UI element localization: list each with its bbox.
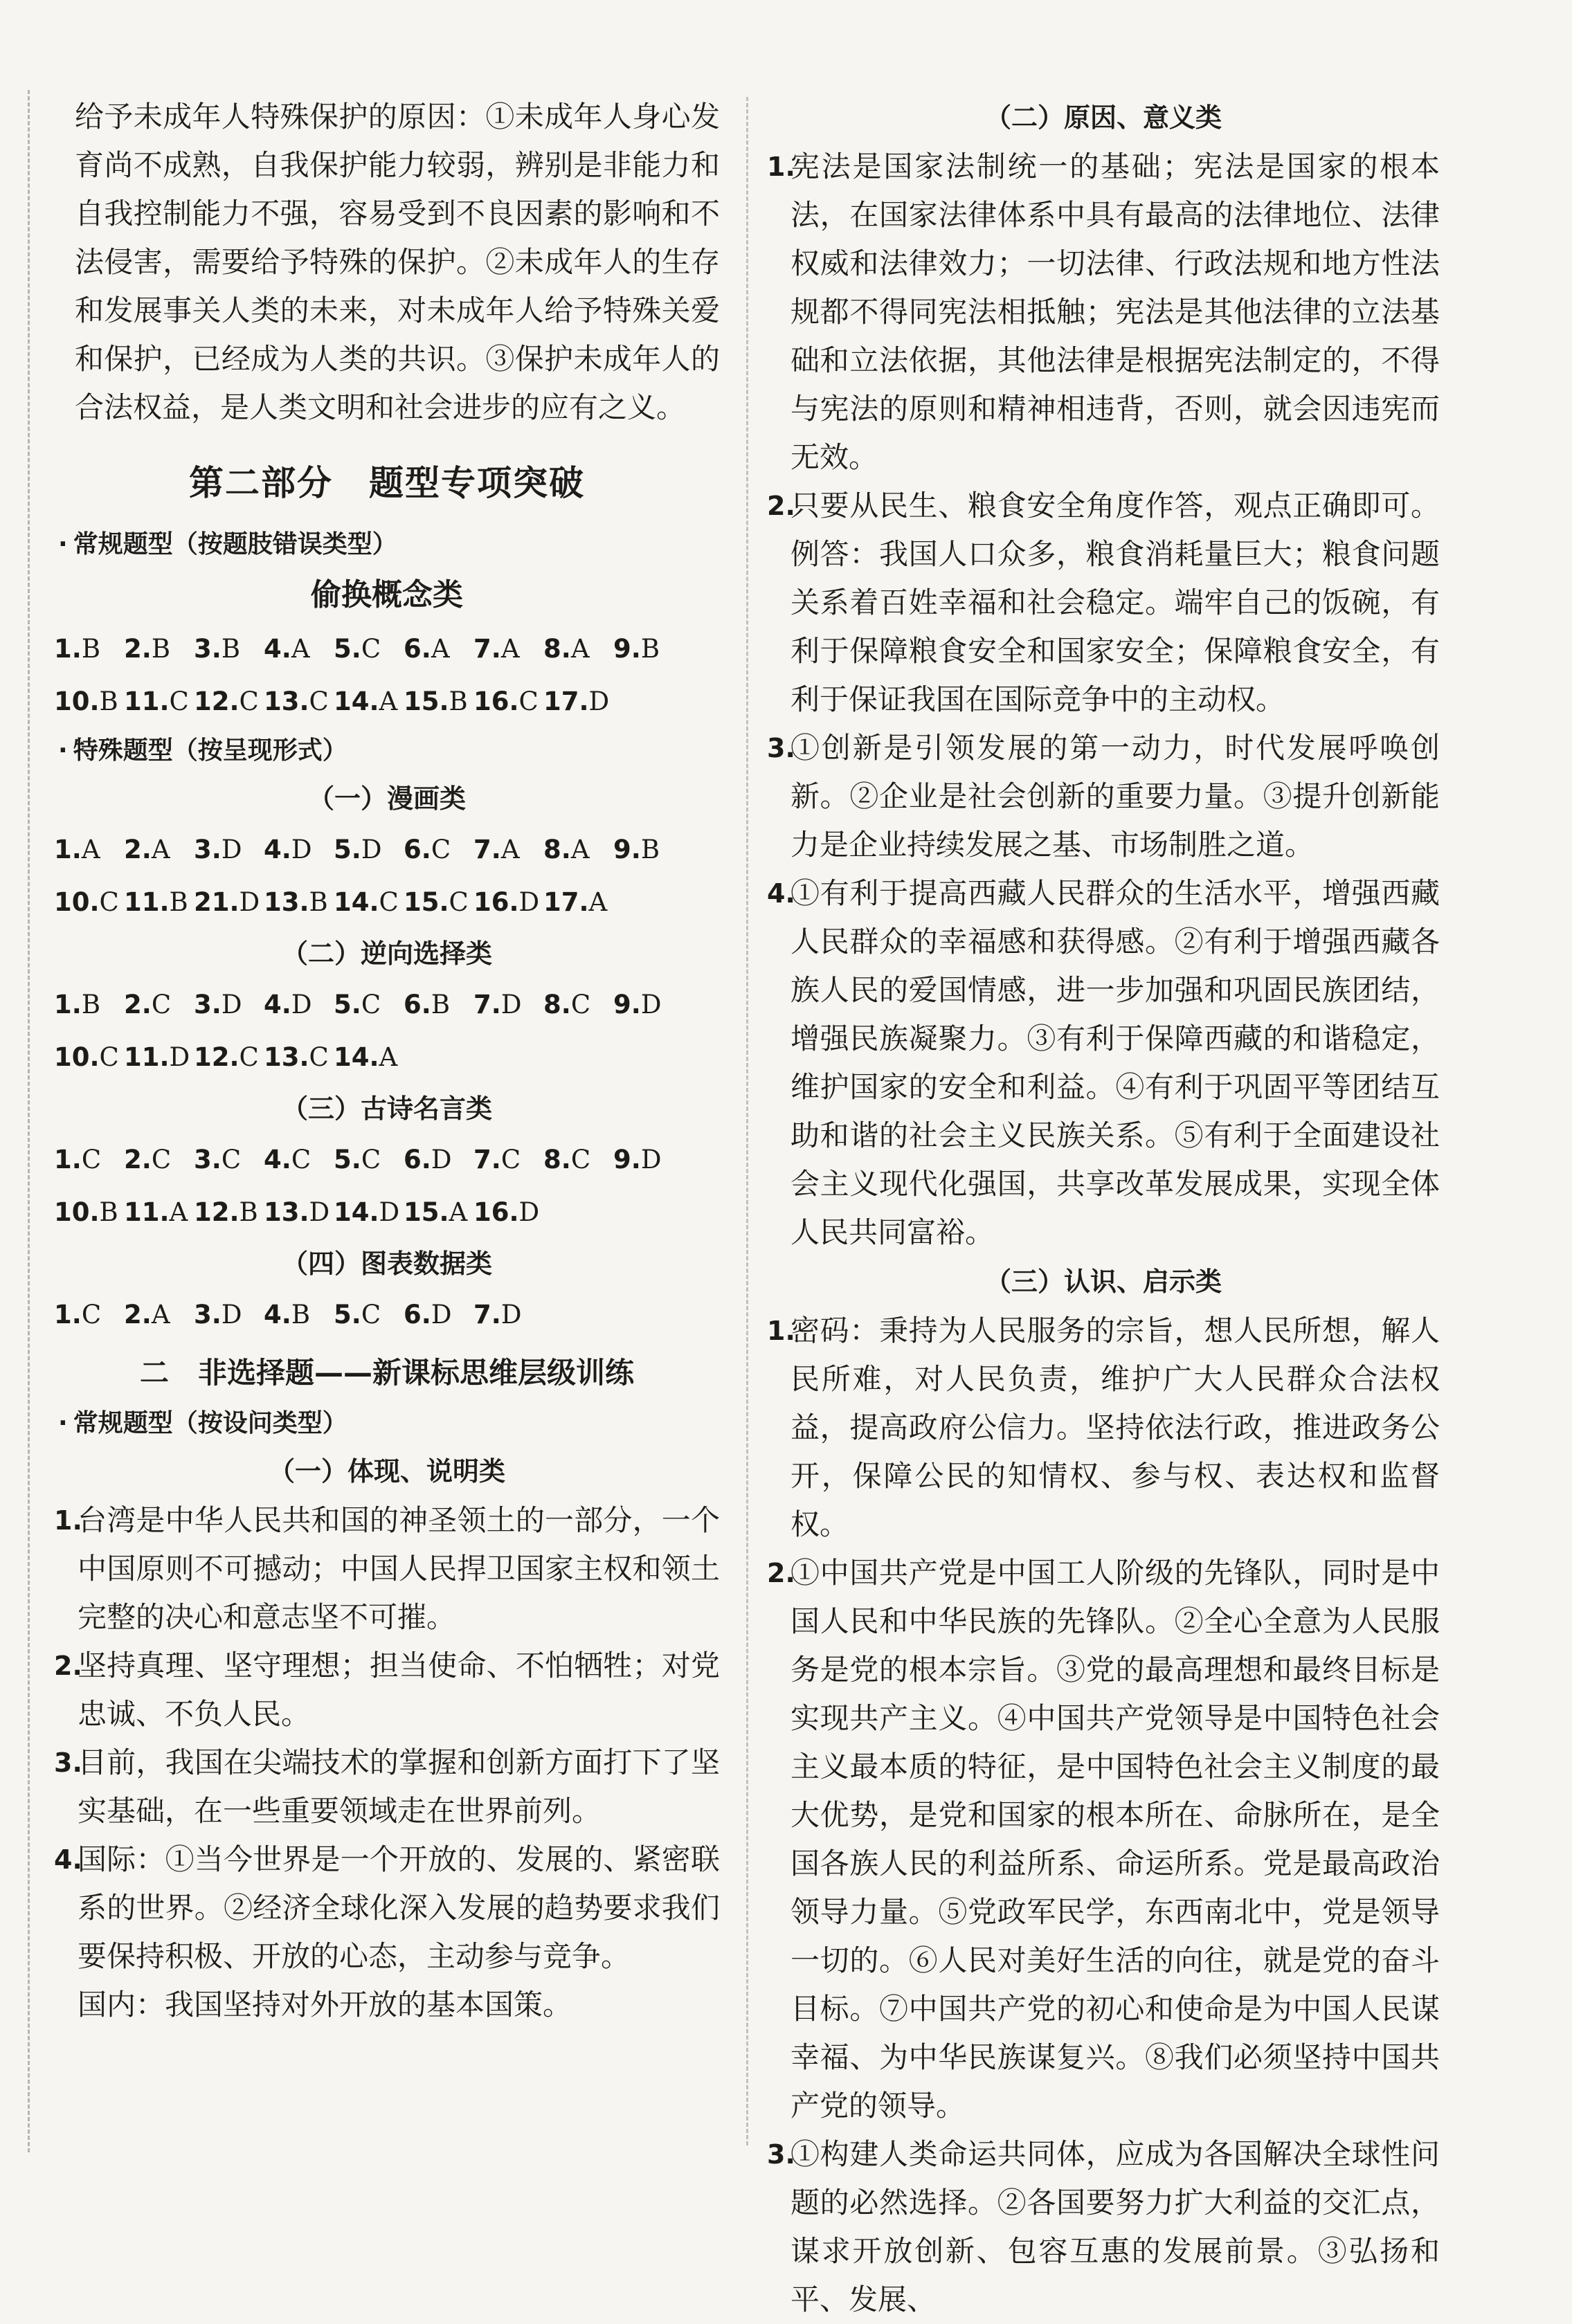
answer-choice [543, 623, 613, 675]
answer-item [767, 482, 1440, 724]
answer-block [54, 623, 720, 728]
answer-letter: D [588, 687, 610, 716]
item-continuation: 国内：我国坚持对外开放的基本国策。 [78, 1988, 572, 2022]
question-number: 6. [404, 990, 431, 1019]
item-number: 3. [767, 2139, 795, 2170]
answer-choice [473, 623, 543, 675]
question-number: 4. [264, 990, 291, 1019]
answer-choice [334, 675, 404, 728]
question-number: 5. [334, 634, 361, 664]
answer-letter: C [81, 1300, 102, 1329]
answer-item [767, 724, 1440, 869]
answer-letter: D [221, 1300, 242, 1329]
answer-letter: B [449, 687, 468, 716]
column-divider [746, 97, 748, 2145]
answer-letter: A [570, 634, 590, 664]
answer-letter: D [518, 887, 540, 917]
question-number: 9. [613, 990, 641, 1019]
answer-row [54, 979, 720, 1031]
answer-letter: A [570, 835, 590, 864]
answer-letter: D [361, 835, 382, 864]
answer-choice [194, 1186, 264, 1239]
bullet-dot: · [58, 1409, 68, 1437]
answer-letter: D [518, 1197, 540, 1227]
answer-choice [404, 1134, 473, 1186]
answer-letter: D [221, 835, 242, 864]
question-number: 9. [613, 835, 641, 864]
question-number: 6. [404, 1300, 431, 1329]
question-number: 11. [124, 1197, 170, 1227]
item-number: 4. [54, 1844, 82, 1875]
answer-letter: D [640, 1145, 662, 1174]
item-number: 2. [54, 1651, 82, 1681]
answer-choice [543, 675, 613, 728]
question-number: 15. [404, 1197, 449, 1227]
category-title: 偷换概念类 [311, 577, 463, 612]
answer-choice [334, 876, 404, 929]
question-number: 10. [54, 1197, 100, 1227]
item-number: 2. [767, 491, 795, 521]
answer-letter: C [361, 990, 381, 1019]
answer-block [54, 1289, 720, 1341]
answer-choice [54, 824, 124, 876]
question-number: 1. [54, 835, 82, 864]
question-number: 6. [404, 634, 431, 664]
answer-letter: D [500, 1300, 522, 1329]
answer-choice [334, 1289, 404, 1341]
question-number: 16. [473, 1197, 519, 1227]
answer-letter: B [81, 634, 101, 664]
answer-letter: C [570, 1145, 591, 1174]
answer-choice [473, 1186, 543, 1239]
left-column [54, 93, 720, 2029]
answer-item [54, 1496, 720, 1642]
bullet-dot: · [58, 736, 68, 765]
answer-letter: A [81, 835, 100, 864]
bullet-dot: · [58, 530, 68, 559]
answer-letter: A [379, 1042, 398, 1072]
answer-choice [264, 1134, 334, 1186]
answer-choice [54, 623, 124, 675]
question-number: 7. [473, 1145, 501, 1174]
question-number: 2. [124, 1145, 152, 1174]
answer-choice [194, 1289, 264, 1341]
answer-choice [124, 1289, 194, 1341]
answer-row [54, 1031, 720, 1084]
question-number: 5. [334, 1145, 361, 1174]
answer-letter: D [431, 1300, 452, 1329]
answer-choice [124, 979, 194, 1031]
answer-item [767, 2130, 1440, 2324]
category-title: （四）图表数据类 [281, 1249, 492, 1279]
question-number: 4. [264, 634, 291, 664]
answer-choice [124, 675, 194, 728]
answer-choice [54, 1134, 124, 1186]
answer-letter: D [379, 1197, 400, 1227]
answer-choice [54, 876, 124, 929]
answer-letter: A [500, 634, 520, 664]
item-text: 宪法是国家法制统一的基础；宪法是国家的根本法，在国家法律体系中具有最高的法律地位、法律权威和法律效力；一切法律、行政法规和地方性法规都不得同宪法相抵触；宪法是其他法律的立法基础和立法依据，其他法律是根据宪法制定的，不得与宪法的原则和精神相违背，否则，就会因违宪而无效。 [790, 149, 1440, 474]
category-title: （二）逆向选择类 [281, 938, 492, 969]
answer-choice [54, 1289, 124, 1341]
item-text: ①中国共产党是中国工人阶级的先锋队，同时是中国人民和中华民族的先锋队。②全心全意为人民服务是党的根本宗旨。③党的最高理想和最终目标是实现共产主义。④中国共产党领导是中国特色社会主义最本质的特征，是中国特色社会主义制度的最大优势，是党和国家的根本所在、命脉所在，是全国各族人民的利益所系、命运所系。党是最高政治领导力量。⑤党政军民学，东西南北中，党是领导一切的。⑥人民对美好生活的向往，就是党的奋斗目标。⑦中国共产党的初心和使命是为中国人民谋幸福、为中华民族谋复兴。⑧我们必须坚持中国共产党的领导。 [790, 1556, 1440, 2123]
question-number: 8. [543, 835, 571, 864]
question-number: 5. [334, 990, 361, 1019]
question-number: 4. [264, 1300, 291, 1329]
question-number: 2. [124, 990, 152, 1019]
question-number: 7. [473, 1300, 501, 1329]
answer-choice [334, 1031, 404, 1084]
intro-paragraph: 给予未成年人特殊保护的原因：①未成年人身心发育尚不成熟，自我保护能力较弱，辨别是非能力和自我控制能力不强，容易受到不良因素的影响和不法侵害，需要给予特殊的保护。②未成年人的生存和发展事关人类的未来，对未成年人给予特殊关爱和保护，已经成为人类的共识。③保护未成年人的合法权益，是人类文明和社会进步的应有之义。 [75, 100, 720, 424]
answer-choice [473, 1289, 543, 1341]
answer-choice [613, 623, 683, 675]
answer-choice [194, 824, 264, 876]
answer-letter: C [291, 1145, 311, 1174]
answer-choice [264, 1289, 334, 1341]
answer-choice [404, 979, 473, 1031]
answer-choice [124, 1186, 194, 1239]
answer-choice [473, 675, 543, 728]
question-number: 3. [194, 835, 222, 864]
question-number: 7. [473, 835, 501, 864]
answer-letter: B [431, 990, 451, 1019]
answer-row [54, 876, 720, 929]
answer-letter: D [291, 835, 312, 864]
answer-choice [124, 1031, 194, 1084]
bullet-label: 特殊题型（按呈现形式） [73, 736, 347, 765]
answer-choice [334, 824, 404, 876]
subsection-title: （一）体现、说明类 [268, 1456, 505, 1487]
answer-letter: A [431, 634, 450, 664]
question-number: 14. [334, 887, 379, 917]
answer-choice [404, 623, 473, 675]
question-number: 14. [334, 687, 379, 716]
answer-choice [264, 623, 334, 675]
answer-letter: C [239, 687, 259, 716]
item-number: 1. [767, 1316, 795, 1346]
question-number: 12. [194, 1197, 240, 1227]
answer-item [767, 1549, 1440, 2130]
answer-block [54, 979, 720, 1084]
answer-choice [404, 824, 473, 876]
item-text: 台湾是中华人民共和国的神圣领土的一部分，一个中国原则不可撼动；中国人民捍卫国家主权和领土完整的决心和意志坚不可摧。 [78, 1503, 720, 1634]
answer-letter: A [291, 634, 310, 664]
item-text: ①构建人类命运共同体，应成为各国解决全球性问题的必然选择。②各国要努力扩大利益的交汇点，谋求开放创新、包容互惠的发展前景。③弘扬和平、发展、 [790, 2137, 1440, 2316]
question-number: 14. [334, 1197, 379, 1227]
question-number: 10. [54, 687, 100, 716]
answer-choice [543, 979, 613, 1031]
answer-letter: C [239, 1042, 259, 1072]
question-number: 10. [54, 887, 100, 917]
answer-item [767, 869, 1440, 1257]
bullet-label: 常规题型（按设问类型） [73, 1409, 347, 1437]
answer-choice [264, 876, 334, 929]
question-number: 4. [264, 835, 291, 864]
question-number: 13. [264, 1042, 309, 1072]
answer-block [54, 1134, 720, 1239]
category-title: （三）古诗名言类 [281, 1093, 492, 1124]
question-number: 6. [404, 835, 431, 864]
answer-letter: C [99, 1042, 119, 1072]
answer-letter: C [99, 887, 119, 917]
answer-choice [124, 824, 194, 876]
item-number: 1. [54, 1505, 82, 1536]
answer-choice [194, 623, 264, 675]
answer-choice [334, 979, 404, 1031]
item-text: 密码：秉持为人民服务的宗旨，想人民所想，解人民所难，对人民负责，维护广大人民群众合法权益，提高政府公信力。坚持依法行政，推进政务公开，保障公民的知情权、参与权、表达权和监督权。 [790, 1314, 1440, 1541]
answer-letter: C [361, 634, 381, 664]
item-text: 目前，我国在尖端技术的掌握和创新方面打下了坚实基础，在一些重要领域走在世界前列。 [78, 1745, 720, 1828]
answer-choice [194, 1031, 264, 1084]
question-number: 8. [543, 634, 571, 664]
question-number: 15. [404, 687, 449, 716]
question-number: 7. [473, 634, 501, 664]
answer-choice [613, 979, 683, 1031]
answer-row [54, 824, 720, 876]
item-text: ①创新是引领发展的第一动力，时代发展呼唤创新。②企业是社会创新的重要力量。③提升创新能力是企业持续发展之基、市场制胜之道。 [790, 731, 1440, 862]
item-number: 1. [767, 152, 795, 182]
question-number: 1. [54, 990, 82, 1019]
answer-choice [543, 1134, 613, 1186]
question-number: 2. [124, 1300, 152, 1329]
answer-choice [124, 623, 194, 675]
answer-choice [264, 1031, 334, 1084]
answer-letter: B [239, 1197, 258, 1227]
question-number: 9. [613, 634, 641, 664]
answer-row [54, 675, 720, 728]
question-number: 3. [194, 634, 222, 664]
question-number: 5. [334, 835, 361, 864]
item-text: ①有利于提高西藏人民群众的生活水平，增强西藏人民群众的幸福感和获得感。②有利于增强西藏各族人民的爱国情感，进一步加强和巩固民族团结，增强民族凝聚力。③有利于保障西藏的和谐稳定，维护国家的安全和利益。④有利于巩固平等团结互助和谐的社会主义民族关系。⑤有利于全面建设社会主义现代化强国，共享改革发展成果，实现全体人民共同富裕。 [790, 876, 1440, 1249]
answer-letter: C [361, 1145, 381, 1174]
answer-choice [473, 1134, 543, 1186]
answer-letter: C [431, 835, 451, 864]
answer-letter: D [239, 887, 260, 917]
answer-row [54, 1186, 720, 1239]
answer-letter: C [169, 687, 189, 716]
item-text: 国际：①当今世界是一个开放的、发展的、紧密联系的世界。②经济全球化深入发展的趋势要求我们要保持积极、开放的心态，主动参与竞争。 [78, 1842, 720, 1973]
answer-letter: B [640, 634, 660, 664]
answer-letter: C [449, 887, 469, 917]
question-number: 7. [473, 990, 501, 1019]
answer-choice [54, 1186, 124, 1239]
answer-choice [54, 1031, 124, 1084]
answer-row [54, 1289, 720, 1341]
question-number: 2. [124, 835, 152, 864]
answer-letter: A [151, 835, 170, 864]
question-number: 15. [404, 887, 449, 917]
item-text: 坚持真理、坚守理想；担当使命、不怕牺牲；对党忠诚、不负人民。 [78, 1649, 720, 1731]
answer-letter: C [309, 687, 329, 716]
answer-letter: C [81, 1145, 102, 1174]
answer-item [767, 1307, 1440, 1549]
answer-letter: B [99, 687, 118, 716]
answer-choice [334, 1134, 404, 1186]
answer-row [54, 623, 720, 675]
question-number: 3. [194, 1145, 222, 1174]
answer-letter: D [221, 990, 242, 1019]
question-number: 2. [124, 634, 152, 664]
answer-letter: C [151, 1145, 172, 1174]
question-number: 3. [194, 1300, 222, 1329]
answer-item [54, 1739, 720, 1835]
question-number: 9. [613, 1145, 641, 1174]
answer-letter: B [309, 887, 328, 917]
bullet-question-types [54, 1401, 720, 1446]
answer-letter: D [291, 990, 312, 1019]
answer-choice [194, 675, 264, 728]
question-number: 11. [124, 687, 170, 716]
question-number: 1. [54, 1145, 82, 1174]
answer-choice [543, 824, 613, 876]
answer-choice [334, 623, 404, 675]
question-number: 3. [194, 990, 222, 1019]
question-number: 1. [54, 634, 82, 664]
answer-choice [404, 1289, 473, 1341]
question-number: 14. [334, 1042, 379, 1072]
answer-letter: D [309, 1197, 330, 1227]
answer-choice [473, 876, 543, 929]
answer-row [54, 1134, 720, 1186]
answer-letter: D [640, 990, 662, 1019]
answer-choice [124, 1134, 194, 1186]
answer-choice [264, 824, 334, 876]
bullet-label: 常规题型（按题肢错误类型） [73, 530, 397, 559]
answer-choice [404, 675, 473, 728]
answer-letter: D [431, 1145, 452, 1174]
question-number: 8. [543, 1145, 571, 1174]
answer-choice [124, 876, 194, 929]
answer-choice [194, 1134, 264, 1186]
answer-choice [194, 979, 264, 1031]
answer-letter: C [570, 990, 591, 1019]
answer-letter: C [151, 990, 172, 1019]
answer-letter: B [640, 835, 660, 864]
answer-letter: D [500, 990, 522, 1019]
question-number: 8. [543, 990, 571, 1019]
answer-letter: A [588, 887, 608, 917]
answer-letter: A [500, 835, 520, 864]
question-number: 10. [54, 1042, 100, 1072]
answer-choice [473, 979, 543, 1031]
answer-letter: A [151, 1300, 170, 1329]
bullet-regular-types [54, 522, 720, 568]
answer-letter: B [221, 634, 241, 664]
item-number: 3. [54, 1747, 82, 1778]
answer-letter: A [449, 1197, 468, 1227]
answer-letter: C [379, 887, 399, 917]
answer-letter: B [151, 634, 171, 664]
answer-item [54, 1642, 720, 1739]
answer-choice [194, 876, 264, 929]
answer-letter: A [169, 1197, 188, 1227]
subsection-title: （二）原因、意义类 [984, 102, 1222, 133]
question-number: 5. [334, 1300, 361, 1329]
section-two-title: 二 非选择题——新课标思维层级训练 [139, 1356, 634, 1390]
answer-letter: A [379, 687, 398, 716]
answer-letter: B [291, 1300, 311, 1329]
question-number: 16. [473, 887, 519, 917]
answer-letter: C [518, 687, 539, 716]
answer-choice [334, 1186, 404, 1239]
answer-choice [613, 824, 683, 876]
answer-letter: B [169, 887, 188, 917]
item-number: 3. [767, 733, 795, 763]
item-number: 4. [767, 878, 795, 909]
answer-choice [404, 1186, 473, 1239]
question-number: 17. [543, 687, 589, 716]
item-number: 2. [767, 1558, 795, 1588]
right-column [767, 93, 1440, 2324]
part-two-title: 第二部分 题型专项突破 [189, 463, 585, 503]
answer-choice [54, 979, 124, 1031]
binding-margin-line [28, 90, 30, 2152]
answer-choice [543, 876, 613, 929]
question-number: 13. [264, 887, 309, 917]
answer-letter: B [99, 1197, 118, 1227]
answer-letter: C [221, 1145, 242, 1174]
answer-item [767, 143, 1440, 482]
question-number: 16. [473, 687, 519, 716]
question-number: 6. [404, 1145, 431, 1174]
question-number: 13. [264, 1197, 309, 1227]
bullet-special-types [54, 728, 720, 774]
question-number: 4. [264, 1145, 291, 1174]
answer-letter: C [500, 1145, 521, 1174]
question-number: 11. [124, 887, 170, 917]
answer-letter: D [169, 1042, 190, 1072]
answer-letter: C [309, 1042, 329, 1072]
question-number: 1. [54, 1300, 82, 1329]
answer-letter: B [81, 990, 101, 1019]
answer-block [54, 824, 720, 929]
question-number: 12. [194, 1042, 240, 1072]
answer-choice [54, 675, 124, 728]
answer-item [54, 1835, 720, 1981]
question-number: 11. [124, 1042, 170, 1072]
answer-choice [264, 675, 334, 728]
question-number: 21. [194, 887, 240, 917]
answer-choice [264, 979, 334, 1031]
question-number: 12. [194, 687, 240, 716]
answer-choice [264, 1186, 334, 1239]
answer-choice [404, 876, 473, 929]
subsection-title: （三）认识、启示类 [984, 1267, 1222, 1297]
item-text: 只要从民生、粮食安全角度作答，观点正确即可。例答：我国人口众多，粮食消耗量巨大；粮食问题关系着百姓幸福和社会稳定。端牢自己的饭碗，有利于保障粮食安全和国家安全；保障粮食安全，有利于保证我国在国际竞争中的主动权。 [790, 489, 1440, 716]
answer-choice [613, 1134, 683, 1186]
question-number: 13. [264, 687, 309, 716]
answer-choice [473, 824, 543, 876]
category-title: （一）漫画类 [307, 783, 466, 814]
question-number: 17. [543, 887, 589, 917]
answer-letter: C [361, 1300, 381, 1329]
